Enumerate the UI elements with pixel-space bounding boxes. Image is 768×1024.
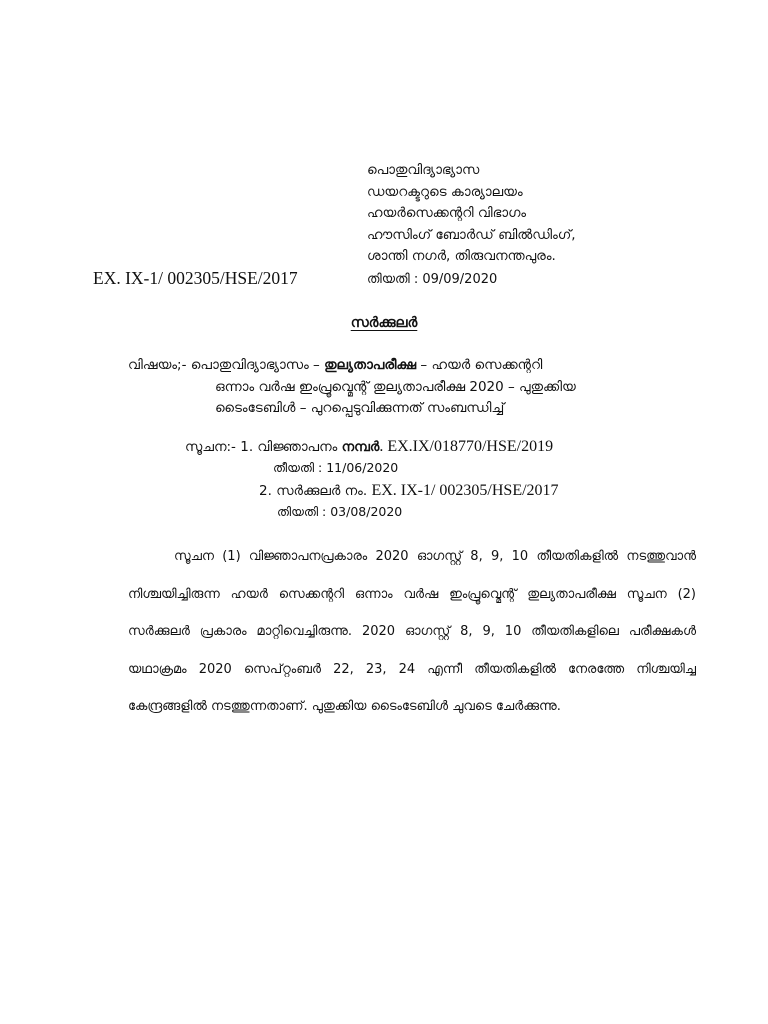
office-address (367, 160, 747, 268)
reference-2-number: 2. (259, 483, 272, 499)
address-line-2: ഡയറക്ടറുടെ കാര്യാലയം (367, 183, 523, 200)
references-label: സൂചന:- (185, 439, 236, 455)
subject-label: വിഷയം;- പൊതുവിദ്യാഭ്യാസം – (128, 357, 325, 373)
subject-line-1-rest: – ഹയർ സെക്കന്ററി (416, 357, 543, 373)
address-line-4: ഹൗസിംഗ് ബോർഡ് ബിൽഡിംഗ്, (367, 226, 576, 243)
reference-1-text: വിജ്ഞാപനം (257, 439, 338, 455)
subject-line-3: ടൈംടേബിൾ – പുറപ്പെടുവിക്കുന്നത് സംബന്ധിച്ച് (215, 400, 505, 416)
body-paragraph (128, 538, 696, 726)
reference-1-bold: നമ്പർ (341, 439, 380, 455)
reference-1-number: 1. (240, 439, 254, 455)
address-line-1: പൊതുവിദ്യാഭ്യാസ (367, 162, 480, 178)
file-number: EX. IX-1/ 002305/HSE/2017 (93, 268, 298, 288)
circular-title: സർക്കുലർ (350, 315, 418, 331)
subject-bold-term: തുല്യതാപരീക്ഷ (324, 357, 417, 373)
reference-2-text: സർക്കുലർ നം. (276, 483, 368, 499)
page-title (0, 315, 768, 331)
address-line-5: ശാന്തി നഗർ, തിരുവനന്തപുരം. (367, 248, 556, 264)
subject-line-1 (128, 355, 728, 377)
reference-2-code: EX. IX-1/ 002305/HSE/2017 (371, 482, 559, 499)
document-date: തിയതി : 09/09/2020 (367, 272, 498, 287)
subject-block (128, 355, 728, 420)
reference-2 (259, 482, 559, 500)
reference-1-date: തീയതി : 11/06/2020 (273, 460, 399, 475)
reference-1-code: . EX.IX/018770/HSE/2019 (379, 438, 554, 455)
body-text: സൂചന (1) വിജ്ഞാപനപ്രകാരം 2020 ഓഗസ്റ്റ് 8, 9, 10 തീയതികളിൽ നടത്തുവാൻ നിശ്ചയിച്ചിരുന്ന ഹയർ സെക്കന്ററി ഒന്നാം വർഷ ഇംപ്രൂവ്മെന്റ് തുല്യതാപരീക്ഷ സൂചന (2) സർക്കുലർ പ്രകാരം മാറ്റിവെച്ചിരുന്നു. 2020 ഓഗസ്റ്റ് 8, 9, 10 തീയതികളിലെ പരീക്ഷകൾ യഥാക്രമം 2020 സെപ്റ്റംബർ 22, 23, 24 എന്നീ തീയതികളിൽ നേരത്തേ നിശ്ചയിച്ച കേന്ദ്രങ്ങളിൽ നടത്തുന്നതാണ്. പുതുക്കിയ ടൈംടേബിൾ ചുവടെ ചേർക്കുന്നു. (128, 549, 696, 715)
reference-1 (185, 438, 553, 456)
reference-2-date: തിയതി : 03/08/2020 (277, 504, 403, 519)
address-line-3: ഹയർസെക്കന്ററി വിഭാഗം (367, 205, 527, 221)
subject-line-2: ഒന്നാം വർഷ ഇംപ്രൂവ്മെന്റ് തുല്യതാപരീക്ഷ 2020 – പുതുക്കിയ (215, 378, 576, 395)
